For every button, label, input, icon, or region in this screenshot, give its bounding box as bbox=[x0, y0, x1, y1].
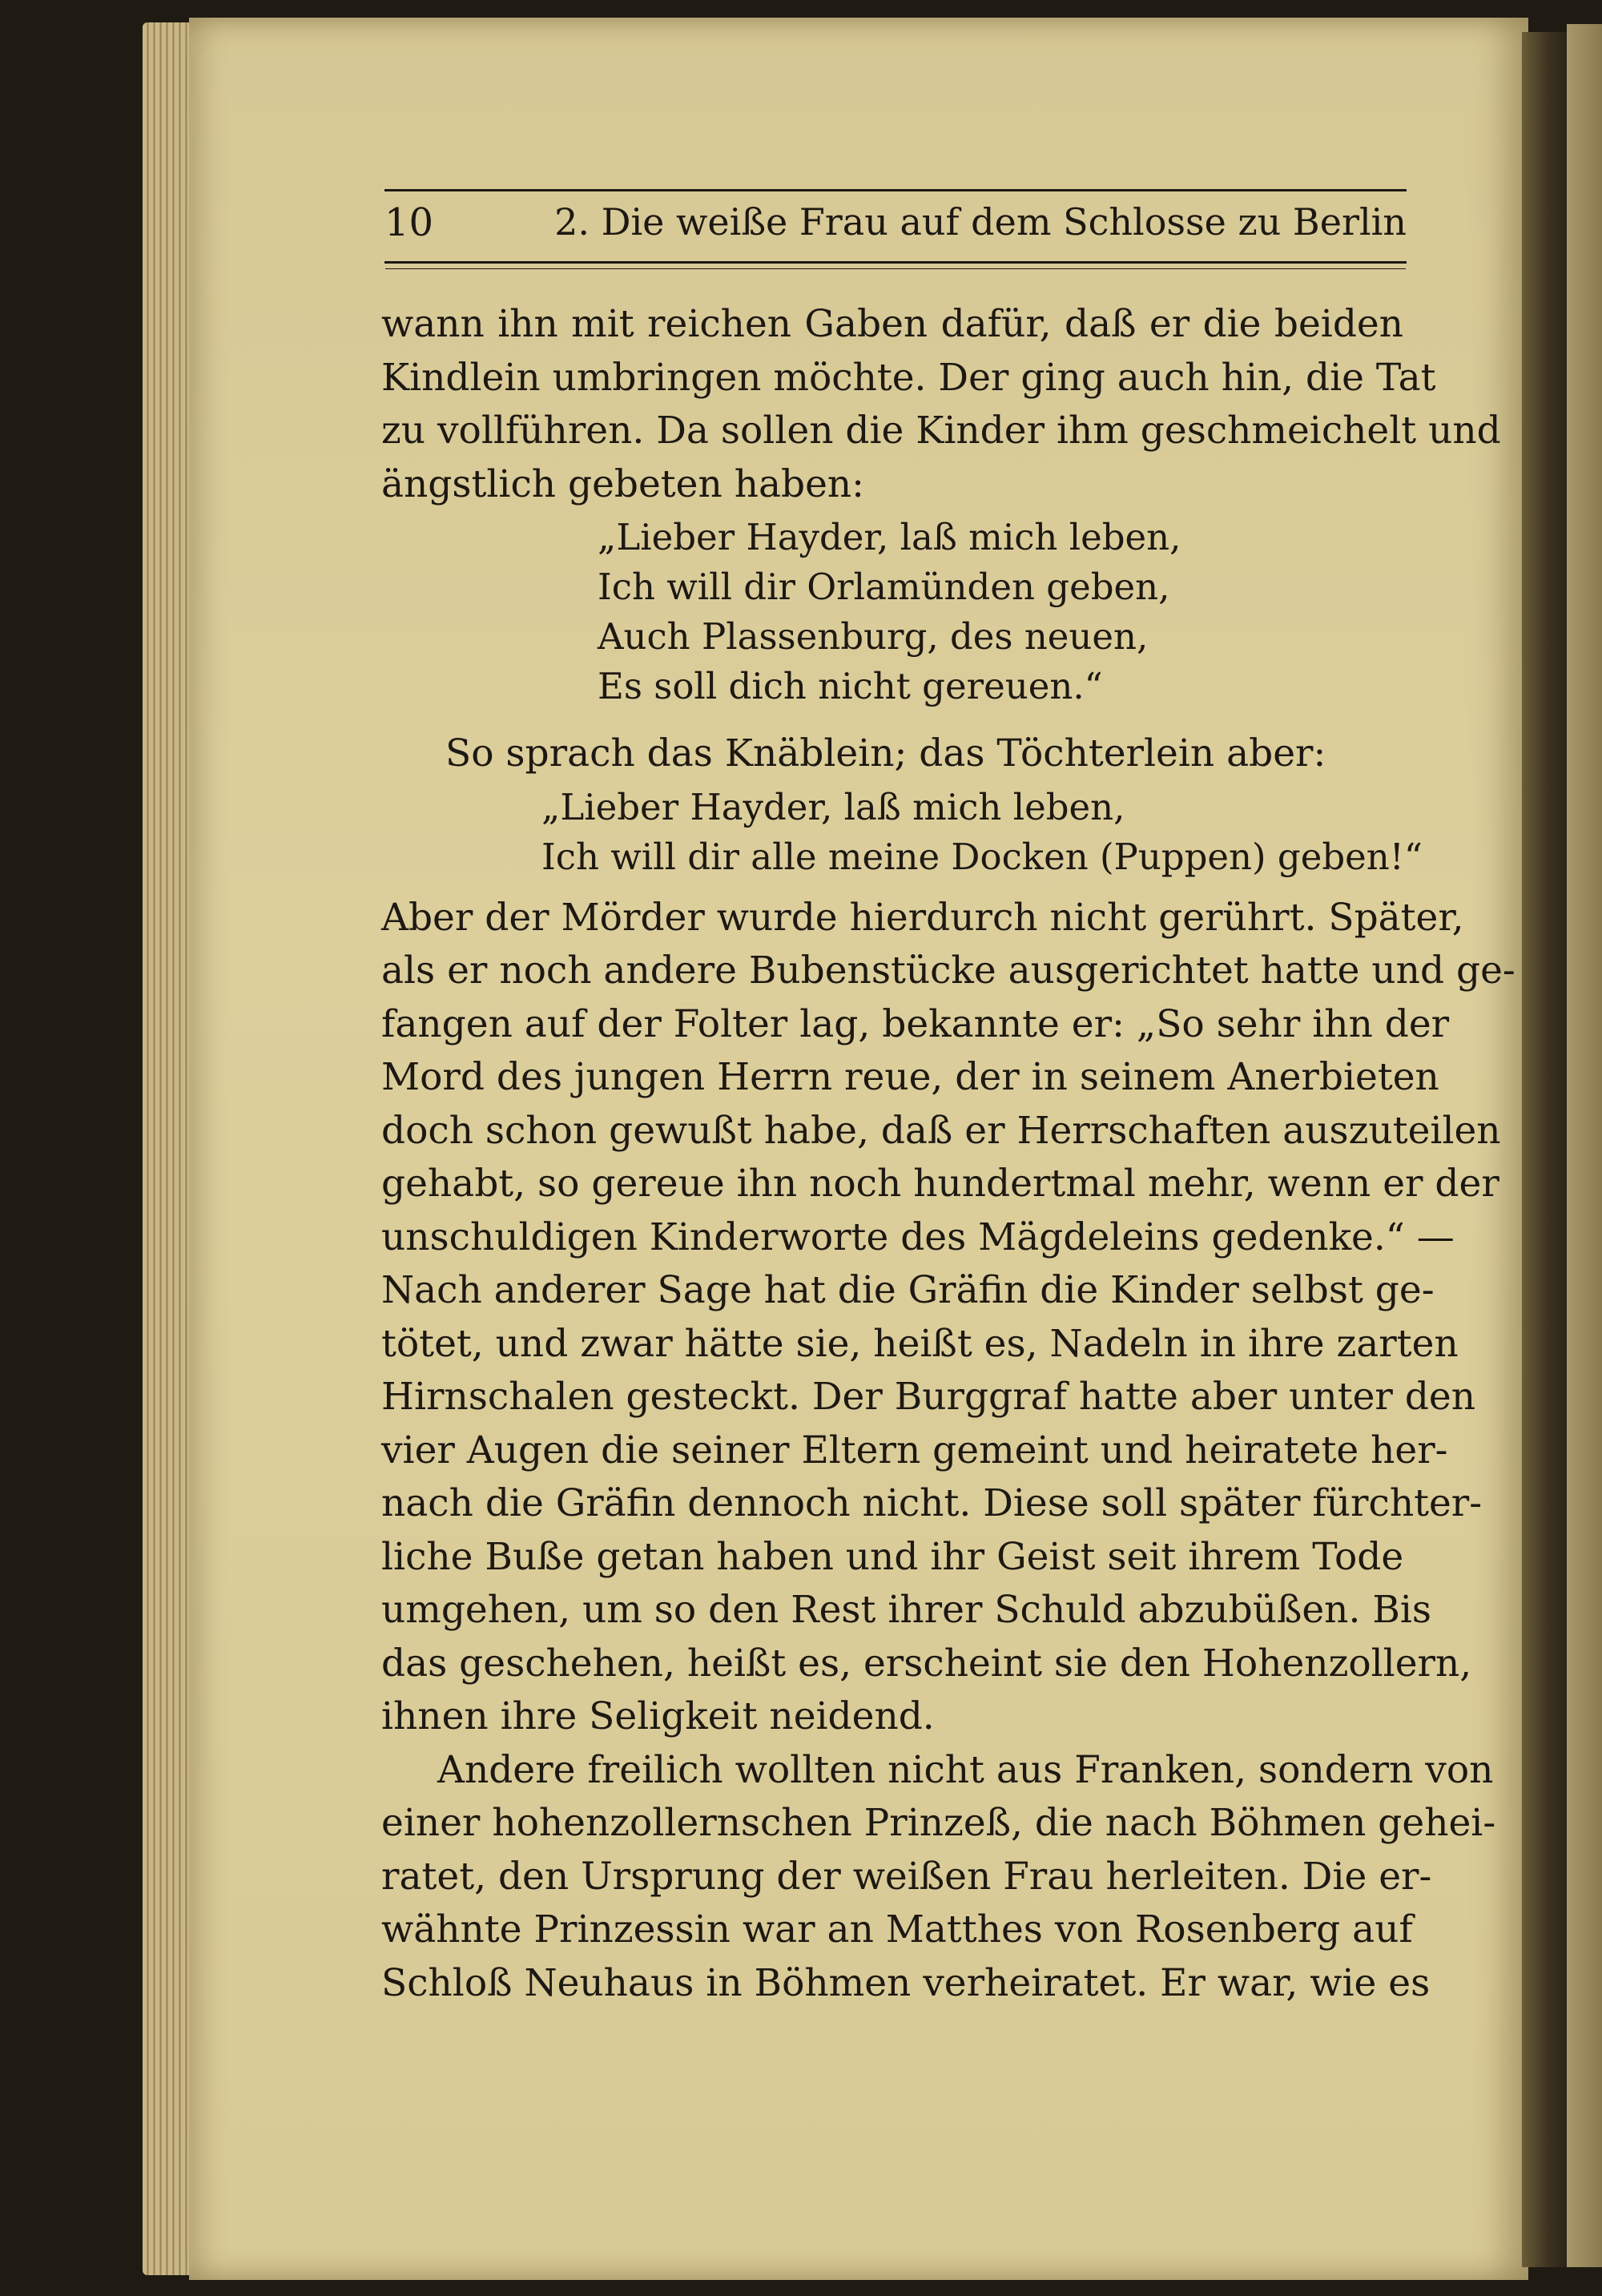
header-rule-top bbox=[384, 189, 1407, 191]
text-line: das geschehen, heißt es, erscheint sie den Hohenzollern, bbox=[381, 1641, 1472, 1686]
verse-line: „Lieber Hayder, laß mich leben, bbox=[598, 516, 1181, 558]
text-line: nach die Gräfin dennoch nicht. Diese soll später fürchter- bbox=[381, 1481, 1483, 1525]
text-line: umgehen, um so den Rest ihrer Schuld abzubüßen. Bis bbox=[381, 1588, 1432, 1632]
running-title: 2. Die weiße Frau auf dem Schlosse zu Berlin bbox=[554, 200, 1407, 244]
text-line: ratet, den Ursprung der weißen Frau herleiten. Die er- bbox=[381, 1854, 1432, 1899]
text-line: Mord des jungen Herrn reue, der in seinem Anerbieten bbox=[381, 1055, 1439, 1099]
text-line: liche Buße getan haben und ihr Geist seit ihrem Tode bbox=[381, 1534, 1404, 1579]
paragraph-3 bbox=[381, 1744, 1496, 2011]
running-header bbox=[384, 189, 1407, 269]
text-line: doch schon gewußt habe, daß er Herrschaften auszuteilen bbox=[381, 1108, 1501, 1153]
text-line: Kindlein umbringen möchte. Der ging auch hin, die Tat bbox=[381, 355, 1436, 400]
text-line: wann ihn mit reichen Gaben dafür, daß er die beiden bbox=[381, 302, 1403, 346]
paragraph-2 bbox=[381, 892, 1515, 1744]
verse-block-1 bbox=[381, 511, 1403, 723]
text-line: tötet, und zwar hätte sie, heißt es, Nadeln in ihre zarten bbox=[381, 1321, 1459, 1366]
text-line: Andere freilich wollten nicht aus Franken, sondern von bbox=[437, 1747, 1494, 1792]
verse-line: „Lieber Hayder, laß mich leben, bbox=[541, 785, 1125, 828]
text-line: als er noch andere Bubenstücke ausgerichtet hatte und ge- bbox=[381, 949, 1515, 993]
text-line: zu vollführen. Da sollen die Kinder ihm geschmeichelt und bbox=[381, 409, 1501, 453]
verse-line: Es soll dich nicht gereuen.“ bbox=[598, 665, 1103, 707]
text-line: einer hohenzollernschen Prinzeß, die nach Böhmen gehei- bbox=[381, 1801, 1496, 1845]
text-line: Nach anderer Sage hat die Gräfin die Kinder selbst ge- bbox=[381, 1268, 1435, 1312]
text-line: wähnte Prinzessin war an Matthes von Rosenberg auf bbox=[381, 1907, 1413, 1952]
verse-line: Ich will dir Orlamünden geben, bbox=[598, 566, 1170, 608]
text-line: ängstlich gebeten haben: bbox=[381, 461, 864, 506]
text-line: gehabt, so gereue ihn noch hundertmal mehr, wenn er der bbox=[381, 1162, 1499, 1206]
text-line: fangen auf der Folter lag, bekannte er: „So sehr ihn der bbox=[381, 1001, 1450, 1046]
paragraph-1 bbox=[381, 298, 1501, 511]
verse-line: Auch Plassenburg, des neuen, bbox=[598, 615, 1149, 658]
gutter-shadow bbox=[1522, 32, 1567, 2267]
text-line: Schloß Neuhaus in Böhmen verheiratet. Er war, wie es bbox=[381, 1960, 1431, 2005]
text-line: unschuldigen Kinderworte des Mägdeleins gedenke.“ — bbox=[381, 1214, 1455, 1259]
header-rule-bottom bbox=[384, 261, 1407, 264]
verse-block-2 bbox=[381, 781, 1423, 892]
next-page-sliver bbox=[1567, 24, 1602, 2267]
text-line: Aber der Mörder wurde hierdurch nicht gerührt. Später, bbox=[381, 895, 1464, 940]
text-line: Hirnschalen gesteckt. Der Burggraf hatte aber unter den bbox=[381, 1375, 1475, 1419]
page-number: 10 bbox=[384, 200, 434, 245]
text-line: ihnen ihre Seligkeit neidend. bbox=[381, 1694, 935, 1738]
body-text bbox=[381, 298, 1515, 2010]
text-line: vier Augen die seiner Eltern gemeint und heiratete her- bbox=[381, 1428, 1448, 1472]
verse-line: Ich will dir alle meine Docken (Puppen) geben!“ bbox=[541, 835, 1423, 878]
verse-intro-line: So sprach das Knäblein; das Töchterlein aber: bbox=[445, 731, 1326, 775]
